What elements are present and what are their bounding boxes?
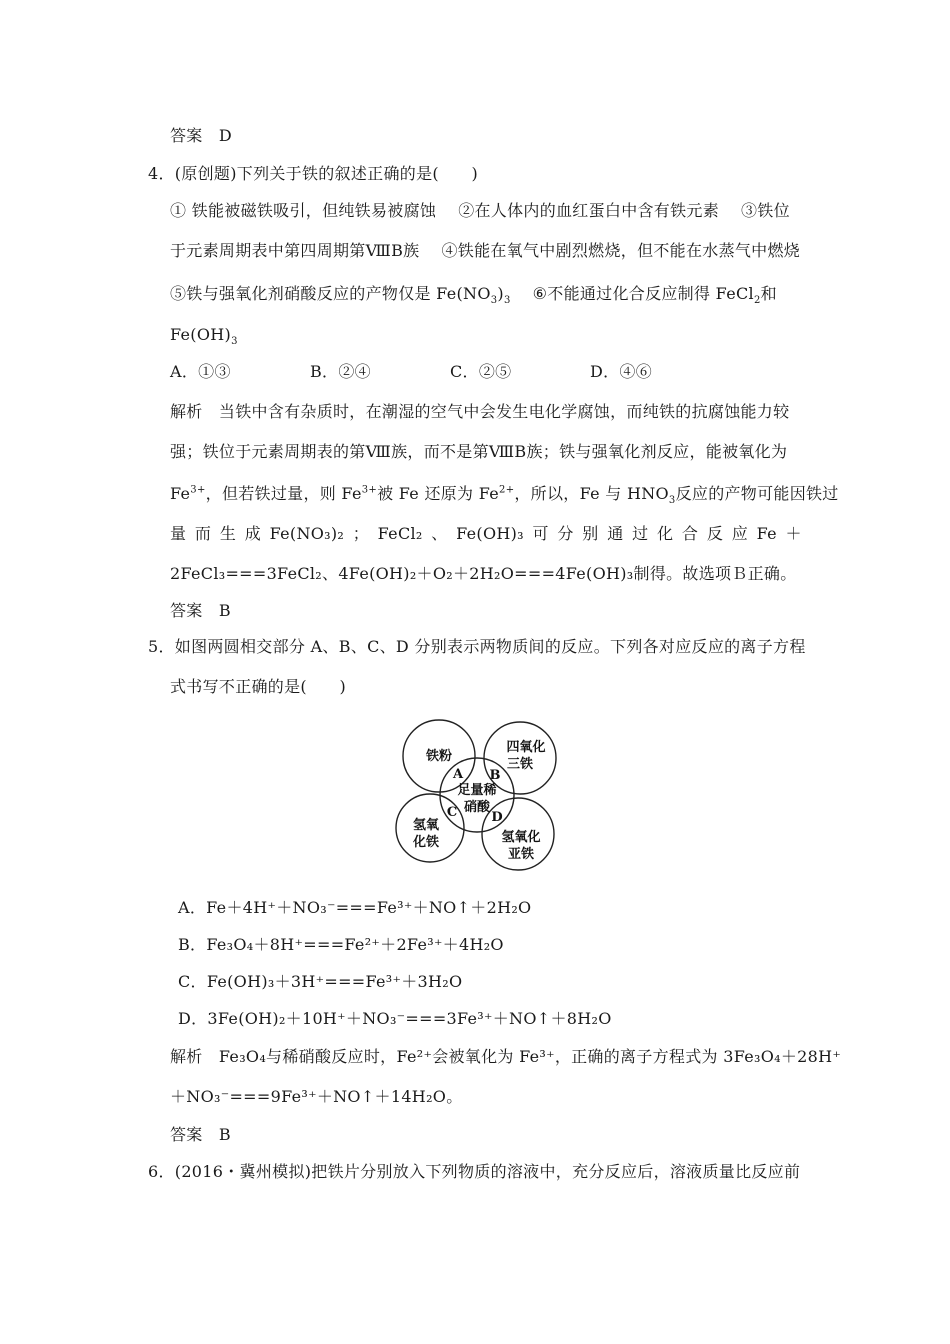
q4-statement-2: ②在人体内的血红蛋白中含有铁元素	[458, 201, 719, 220]
q5-option-b[interactable]: B．Fe₃O₄＋8H⁺===Fe²⁺＋2Fe³⁺＋4H₂O	[178, 935, 504, 954]
q4-analysis-line5: 2FeCl₃===3FeCl₂、4Fe(OH)₂＋O₂＋2H₂O===4Fe(OH)₃制得。故选项Ｂ正确。	[170, 564, 797, 583]
label-feoh2-2: 亚铁	[507, 847, 535, 862]
q4-statement-3b: 于元素周期表中第四周期第ⅧB族	[170, 241, 420, 260]
q4-line4: $Fe(OH)_3$	[170, 325, 238, 348]
answer-q3: 答案 D	[170, 126, 233, 145]
label-acid-1: 足量稀	[457, 783, 497, 798]
q4-option-a[interactable]: A．①③	[170, 362, 231, 381]
q4-statement-1: ① 铁能被磁铁吸引，但纯铁易被腐蚀	[170, 201, 437, 220]
q4-analysis-line2: 强；铁位于元素周期表的第Ⅷ族，而不是第ⅧB族；铁与强氧化剂反应，能被氧化为	[170, 442, 788, 461]
label-feoh3-1: 氢氧	[412, 818, 440, 833]
q5-analysis-line2: ＋NO₃⁻===9Fe³⁺＋NO↑＋14H₂O。	[170, 1087, 463, 1106]
label-iron: 铁粉	[425, 749, 453, 764]
q4-line2	[170, 241, 800, 261]
label-feoh3-2: 化铁	[412, 835, 440, 850]
answer-q4: 答案 B	[170, 601, 231, 620]
answer-q5: 答案 B	[170, 1125, 231, 1144]
label-region-d: D	[491, 810, 503, 825]
q6-stem: 6．(2016・冀州模拟)把铁片分别放入下列物质的溶液中，充分反应后，溶液质量比反应前	[148, 1162, 801, 1181]
q5-analysis-line1: 解析 Fe₃O₄与稀硝酸反应时，Fe²⁺会被氧化为 Fe³⁺，正确的离子方程式为 3Fe₃O₄＋28H⁺	[170, 1047, 842, 1066]
q4-statement-3a: ③铁位	[741, 201, 790, 220]
q4-analysis-line3: $Fe^{3+}$，但若铁过量，则 $Fe^{3+}$被 Fe 还原为 $Fe^{2+}$，所以，Fe 与 $HNO_3$反应的产物可能因铁过	[170, 484, 839, 507]
label-fe3o4-2: 三铁	[506, 757, 534, 772]
q4-statement-4: ④铁能在氧气中剧烈燃烧，但不能在水蒸气中燃烧	[441, 241, 801, 260]
q5-stem-line1: 5．如图两圆相交部分 A、B、C、D 分别表示两物质间的反应。下列各对应反应的离子方程	[148, 637, 806, 656]
q5-option-c[interactable]: C．Fe(OH)₃＋3H⁺===Fe³⁺＋3H₂O	[178, 972, 463, 991]
label-feoh2-1: 氢氧化	[501, 830, 541, 845]
label-region-a: A	[452, 767, 464, 782]
q4-statement-6: ⑥不能通过化合反应制得 FeCl$_2$和	[532, 284, 777, 307]
q5-option-d[interactable]: D．3Fe(OH)₂＋10H⁺＋NO₃⁻===3Fe³⁺＋NO↑＋8H₂O	[178, 1009, 612, 1028]
q4-option-b[interactable]: B．②④	[310, 362, 371, 381]
label-region-c: C	[446, 805, 458, 820]
q4-option-d[interactable]: D．④⑥	[590, 362, 653, 381]
q4-stem: 4．(原创题)下列关于铁的叙述正确的是( )	[148, 164, 479, 183]
label-fe3o4-1: 四氧化	[506, 740, 546, 755]
q4-statement-5: ⑤铁与强氧化剂硝酸反应的产物仅是 $Fe(NO_3)_3$	[170, 284, 511, 307]
venn-diagram	[390, 718, 580, 878]
q4-analysis-line4: 量 而 生 成 Fe(NO₃)₂ ； FeCl₂ 、 Fe(OH)₃ 可 分 别 通 过 化 合 反 应 Fe ＋	[170, 524, 802, 543]
q5-option-a[interactable]: A．Fe＋4H⁺＋NO₃⁻===Fe³⁺＋NO↑＋2H₂O	[178, 898, 532, 917]
label-acid-2: 硝酸	[463, 800, 491, 815]
label-region-b: B	[489, 768, 501, 783]
q4-line3	[170, 284, 777, 307]
q5-stem-line2: 式书写不正确的是( )	[170, 677, 347, 696]
q4-analysis-line1: 解析 当铁中含有杂质时，在潮湿的空气中会发生电化学腐蚀，而纯铁的抗腐蚀能力较	[170, 402, 790, 421]
q4-line1	[170, 201, 790, 221]
q4-option-c[interactable]: C．②⑤	[450, 362, 512, 381]
q4-options	[170, 362, 730, 382]
